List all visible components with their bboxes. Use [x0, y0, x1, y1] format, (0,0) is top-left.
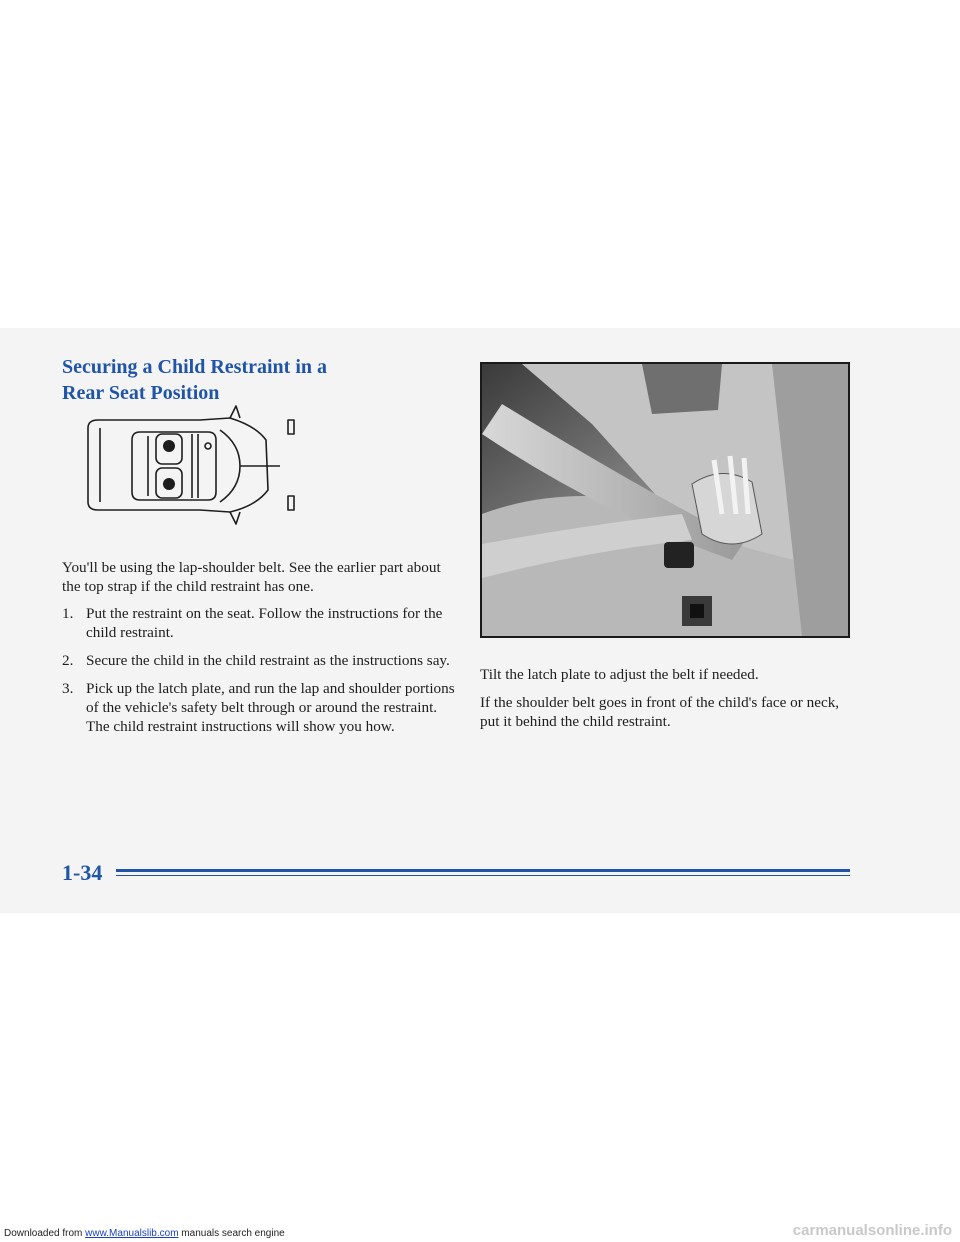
step-number: 1. [62, 605, 74, 622]
list-item [62, 604, 462, 642]
step-text: Put the restraint on the seat. Follow the instructions for the child restraint. [86, 605, 443, 641]
paragraph: Tilt the latch plate to adjust the belt if needed. [480, 666, 759, 683]
manualslib-link[interactable]: www.Manualslib.com [85, 1228, 179, 1239]
download-footer-prefix: Downloaded from [4, 1228, 86, 1239]
seat-position-marker [163, 478, 175, 490]
download-footer-suffix: manuals search engine [178, 1228, 285, 1239]
watermark: carmanualsonline.info [792, 1222, 952, 1239]
list-item [62, 651, 462, 670]
photo-illustration [482, 364, 848, 636]
download-footer [4, 1228, 285, 1239]
heading-line-1: Securing a Child Restraint in a [62, 356, 328, 378]
latch-plate-photo [480, 362, 850, 638]
seat-position-marker [163, 440, 175, 452]
step-number: 2. [62, 652, 74, 669]
right-column [480, 665, 860, 740]
step-text: Secure the child in the child restraint as the instructions say. [86, 652, 450, 669]
section-heading [62, 354, 327, 406]
heading-line-2: Rear Seat Position [62, 382, 220, 404]
step-text: Pick up the latch plate, and run the lap and shoulder portions of the vehicle's safety belt through or around the restraint. The child restraint instructions will show you how. [86, 680, 455, 735]
list-item [62, 679, 462, 736]
left-column [62, 558, 462, 745]
page-number: 1-34 [62, 860, 103, 885]
steps-list [62, 604, 462, 736]
footer-rule [116, 869, 850, 876]
rear-seat-position-diagram [80, 404, 310, 526]
paragraph: If the shoulder belt goes in front of the child's face or neck, put it behind the child restraint. [480, 694, 840, 730]
intro-paragraph: You'll be using the lap-shoulder belt. See the earlier part about the top strap if the child restraint has one. [62, 559, 441, 595]
step-number: 3. [62, 680, 74, 697]
